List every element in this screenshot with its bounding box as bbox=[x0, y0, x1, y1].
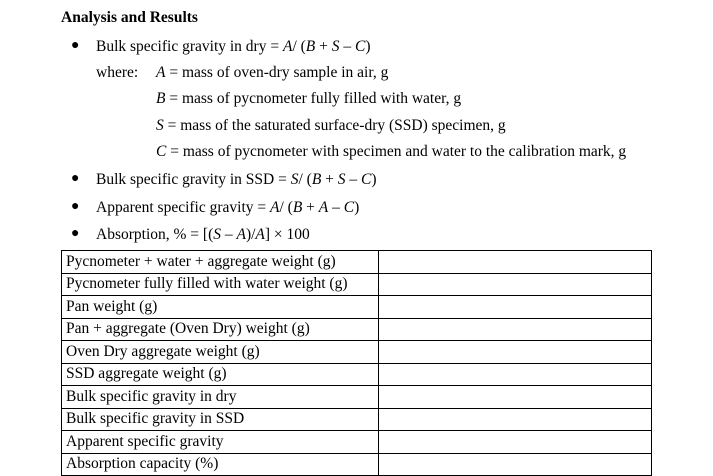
row-value-cell[interactable] bbox=[379, 296, 652, 319]
row-value-cell[interactable] bbox=[379, 453, 652, 476]
row-label: Apparent specific gravity bbox=[62, 431, 379, 454]
formula-text: Bulk specific gravity in SSD = S/ (B + S – C) bbox=[96, 171, 377, 188]
table-row bbox=[62, 431, 652, 454]
table-row bbox=[62, 318, 652, 341]
formula-text: Absorption, % = [(S – A)/A] × 100 bbox=[96, 226, 310, 243]
table-row bbox=[62, 386, 652, 409]
table-row bbox=[62, 363, 652, 386]
row-label: Bulk specific gravity in dry bbox=[62, 386, 379, 409]
row-value-cell[interactable] bbox=[379, 431, 652, 454]
row-label: Pycnometer fully filled with water weight (g) bbox=[62, 273, 379, 296]
bullet-icon: ● bbox=[71, 226, 80, 241]
row-value-cell[interactable] bbox=[379, 318, 652, 341]
definition-c: C = mass of pycnometer with specimen and water to the calibration mark, g bbox=[156, 143, 627, 160]
bullet-icon: ● bbox=[71, 171, 80, 186]
bullet-icon: ● bbox=[71, 199, 80, 214]
row-label: Pan weight (g) bbox=[62, 296, 379, 319]
results-table bbox=[61, 250, 652, 476]
definition-a: A = mass of oven-dry sample in air, g bbox=[156, 64, 389, 81]
row-label: Oven Dry aggregate weight (g) bbox=[62, 341, 379, 364]
table-row bbox=[62, 453, 652, 476]
row-value-cell[interactable] bbox=[379, 386, 652, 409]
row-label: Pycnometer + water + aggregate weight (g) bbox=[62, 251, 379, 274]
row-value-cell[interactable] bbox=[379, 363, 652, 386]
definition-b: B = mass of pycnometer fully filled with water, g bbox=[156, 90, 462, 107]
table-row bbox=[62, 341, 652, 364]
row-label: Bulk specific gravity in SSD bbox=[62, 408, 379, 431]
row-value-cell[interactable] bbox=[379, 273, 652, 296]
row-value-cell[interactable] bbox=[379, 341, 652, 364]
row-value-cell[interactable] bbox=[379, 408, 652, 431]
row-label: Pan + aggregate (Oven Dry) weight (g) bbox=[62, 318, 379, 341]
formula-text: Apparent specific gravity = A/ (B + A – C) bbox=[96, 199, 360, 216]
where-label: where: bbox=[96, 64, 139, 81]
table-row bbox=[62, 251, 652, 274]
section-heading: Analysis and Results bbox=[61, 9, 198, 26]
table-row bbox=[62, 408, 652, 431]
definition-s: S = mass of the saturated surface-dry (SSD) specimen, g bbox=[156, 117, 506, 134]
table-row bbox=[62, 296, 652, 319]
bullet-icon: ● bbox=[71, 38, 80, 53]
row-label: SSD aggregate weight (g) bbox=[62, 363, 379, 386]
row-value-cell[interactable] bbox=[379, 251, 652, 274]
formula-text: Bulk specific gravity in dry = A/ (B + S – C) bbox=[96, 38, 371, 55]
row-label: Absorption capacity (%) bbox=[62, 453, 379, 476]
table-row bbox=[62, 273, 652, 296]
